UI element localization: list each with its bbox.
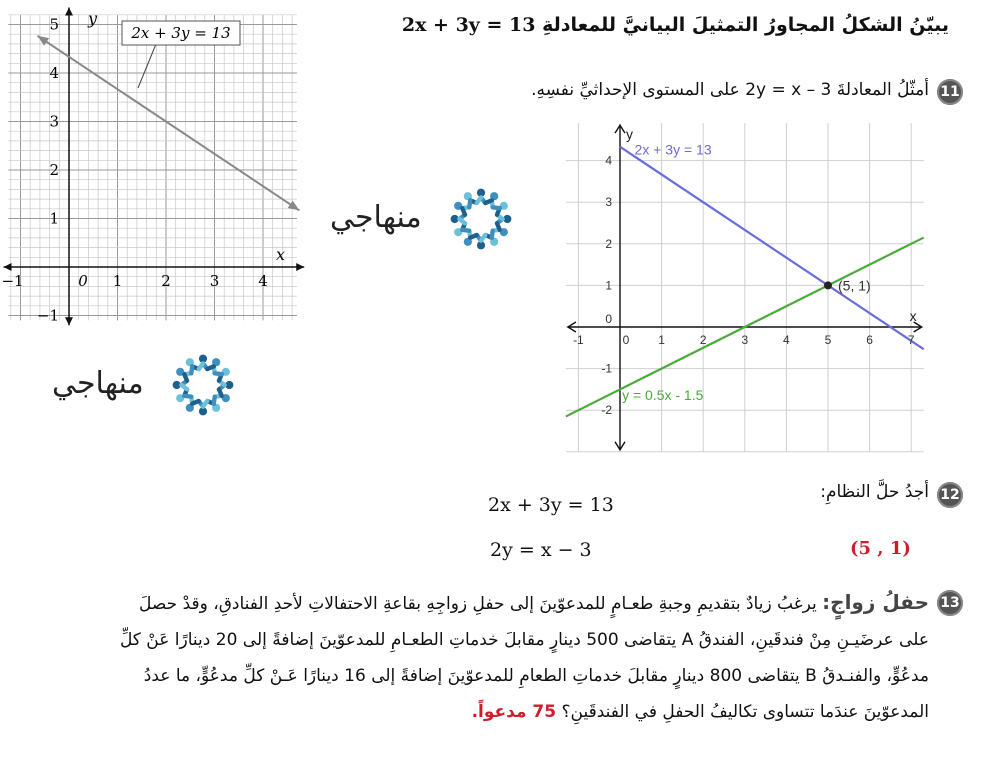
- logo-icon: [442, 180, 520, 258]
- y-axis-label: y: [626, 126, 633, 143]
- x-tick-label: 2: [161, 272, 171, 290]
- system-equation-2: 2y = x − 3: [490, 539, 592, 561]
- header-text: يبيّنُ الشكلُ المجاورُ التمثيلَ البيانيَّ للمعادلةِ: [542, 14, 949, 36]
- manhaji-logo-bottom: [52, 346, 252, 426]
- left-graph-line: [37, 36, 299, 211]
- y-axis-arrow-up: [65, 8, 73, 16]
- y-tick-label: 3: [49, 112, 59, 131]
- question-12-text: أجدُ حلَّ النظامِ:: [820, 482, 929, 502]
- x-tick-label: 6: [866, 333, 873, 347]
- logo-figure-arm: [219, 389, 222, 395]
- x-axis-label: x: [909, 308, 917, 324]
- logo-figure-arm: [459, 219, 465, 223]
- y-tick-label: 3: [605, 195, 612, 210]
- solution-chart: [560, 128, 920, 462]
- y-tick-label: 0: [605, 312, 612, 326]
- logo-figure-arm: [199, 363, 203, 369]
- x-tick-label: 1: [658, 333, 665, 347]
- logo-figure-arm: [493, 207, 500, 208]
- logo-figure-arm: [469, 200, 470, 207]
- logo-figure-arm: [481, 235, 485, 241]
- series-label-1: 2x + 3y = 13: [634, 141, 712, 158]
- x-tick-label: 7: [907, 333, 915, 347]
- logo-figure-arm: [191, 366, 192, 373]
- label-pointer: [138, 44, 156, 88]
- question-13-line-1: حفلُ زواجٍ: يرغبُ زيادٌ بتقديمِ وجبةِ طعـامٍ للمدعوّينَ إلى حفلِ زواجِهِ بقاعةِ الاحتفالاتِ لأحدِ الفنادقِ، وقدْ حصلَ: [139, 590, 929, 614]
- x-tick-label: 0: [78, 272, 88, 290]
- y-tick-label: 2: [49, 161, 59, 179]
- logo-figure-arm: [207, 366, 213, 369]
- question-12-answer: (5 , 1): [850, 538, 911, 559]
- question-13-paragraph: [9, 584, 929, 730]
- logo-figure-arm: [203, 401, 207, 407]
- left-y-axis-label: y: [88, 9, 98, 28]
- series-line-1: [620, 147, 924, 349]
- logo-figure-arm: [492, 231, 493, 238]
- logo-figure-arm: [192, 401, 198, 404]
- logo-figure-arm: [184, 396, 191, 397]
- logo-figure-arm: [184, 374, 187, 380]
- y-tick-label: 1: [49, 209, 59, 228]
- left-graph: [1, 9, 300, 325]
- y-tick-label: 4: [49, 64, 59, 82]
- y-tick-label: -2: [601, 403, 612, 418]
- logo-figure-arm: [214, 397, 215, 404]
- y-tick-label: 2: [605, 236, 612, 251]
- x-axis-arrow-left: [4, 263, 12, 271]
- point-label: (5, 1): [838, 277, 871, 294]
- logo-figure-arm: [477, 197, 481, 203]
- question-13-badge: 13: [937, 590, 963, 616]
- solution-chart-labels: [622, 126, 917, 403]
- x-tick-label: 3: [741, 333, 749, 347]
- x-tick-label: -1: [573, 333, 584, 347]
- y-tick-label: 4: [605, 153, 612, 168]
- question-13-line-3: مدعُوٍّ، والفنـدقُ B يتقاضى 800 دينارٍ مقابلَ خدماتِ الطعامِ للمدعوّينَ إضافةً إلى 16 دينارًا عَـنْ كلِّ مدعُوٍّ، ما عددُ: [143, 666, 929, 686]
- logo-figure-arm: [497, 223, 500, 229]
- logo-icon: [164, 346, 242, 424]
- question-11-text: أمثّلُ المعادلةَ 3 – 2y = x على المستوى الإحداثيِّ نفسِهِ.: [531, 80, 929, 100]
- x-tick-label: 0: [622, 333, 630, 347]
- logo-figure-arm: [470, 235, 476, 238]
- logo-figure-arm: [485, 200, 491, 203]
- x-tick-label: 2: [699, 333, 707, 347]
- logo-figure-arm: [462, 230, 469, 231]
- y-tick-label: −1: [36, 306, 59, 325]
- x-tick-label: 1: [112, 272, 123, 290]
- header-line: [389, 14, 949, 36]
- logo-text: منهاجي: [52, 366, 144, 401]
- y-tick-label: -1: [601, 361, 612, 376]
- x-axis-arrow-right: [296, 263, 304, 271]
- x-tick-label: −1: [1, 272, 24, 290]
- system-equation-1: 2x + 3y = 13: [488, 494, 614, 516]
- question-11-badge: 11: [937, 79, 963, 105]
- header-equation: 2x + 3y = 13: [401, 14, 536, 36]
- question-13-line-2: على عرضَيـنِ مِنْ فندقَينِ، الفندقُ A يتقاضى 500 دينارٍ مقابلَ خدماتِ الطعـامِ للمدعوّينَ إضافةً إلى 20 دينارًا عَنْ كلِّ: [119, 630, 929, 650]
- logo-figure-arm: [462, 208, 465, 214]
- series-label-2: y = 0.5x - 1.5: [622, 386, 704, 403]
- question-13-line-4: المدعوّينَ عندَما تتساوى تكاليفُ الحفلِ في الفندقَينِ؟ 75 مدعواً.: [471, 702, 929, 722]
- manhaji-logo-top: [330, 180, 530, 260]
- logo-figure-arm: [215, 373, 222, 374]
- question-12-badge: 12: [937, 482, 963, 508]
- left-x-axis-label: x: [276, 245, 286, 264]
- y-tick-label: 5: [49, 15, 59, 34]
- intersection-point: [824, 281, 832, 289]
- question-13-topic: حفلُ زواجٍ:: [822, 590, 929, 614]
- x-tick-label: 4: [783, 333, 790, 347]
- x-tick-label: 4: [258, 272, 268, 290]
- x-tick-label: 5: [824, 333, 832, 347]
- x-tick-label: 3: [209, 272, 220, 290]
- y-tick-label: 1: [605, 278, 612, 293]
- logo-figure-arm: [181, 385, 187, 389]
- equation-label: 2x + 3y = 13: [131, 24, 231, 42]
- logo-text: منهاجي: [330, 200, 422, 235]
- y-axis-arrow-down: [65, 317, 73, 325]
- question-13-answer: 75 مدعواً.: [471, 702, 557, 722]
